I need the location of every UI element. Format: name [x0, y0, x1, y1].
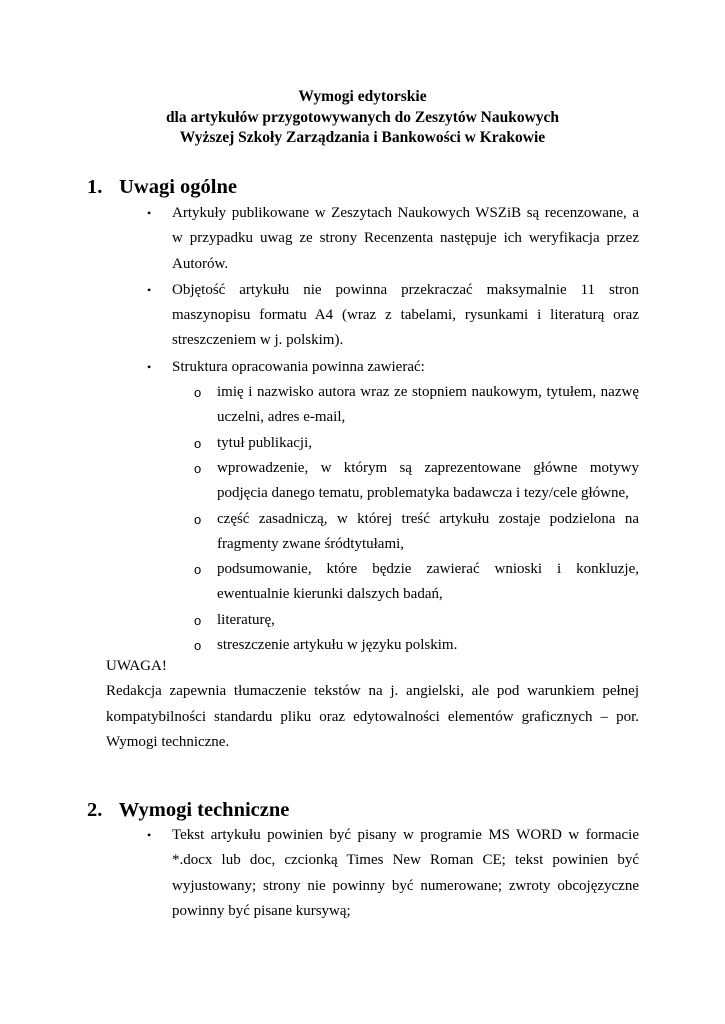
title-line-1: Wymogi edytorskie — [298, 88, 427, 105]
section-2-title: Wymogi techniczne — [118, 799, 290, 821]
note-text: Redakcja zapewnia tłumaczenie tekstów na j. angielski, ale pod warunkiem pełnej kompatybilności standardu pliku oraz edytowalności elementów graficznych – por. Wymogi techniczne. — [106, 683, 639, 750]
sublist-item-text: wprowadzenie, w którym są zaprezentowane główne motywy podjęcia danego tematu, problematyka badawcza i tezy/cele główne, — [217, 459, 639, 502]
section-1-title: Uwagi ogólne — [119, 176, 237, 198]
sublist-item-text: podsumowanie, które będzie zawierać wnioski i konkluzje, ewentualnie kierunki dalszych badań, — [217, 561, 639, 603]
circle-bullet-icon: o — [194, 385, 202, 401]
sublist-item-text: część zasadniczą, w której treść artykułu zostaje podzielona na fragmenty zwane śródtytułami, — [217, 510, 639, 552]
sublist-item — [194, 431, 639, 456]
sublist-item-text: literaturę, — [217, 611, 275, 628]
circle-bullet-icon: o — [194, 511, 202, 527]
section-2-number: 2. — [87, 799, 103, 821]
sublist-item — [194, 507, 639, 558]
section-2-heading — [87, 798, 289, 822]
section-1-list — [147, 201, 639, 658]
list-item — [147, 201, 639, 277]
note-label: UWAGA! — [106, 658, 167, 674]
note-block — [106, 654, 639, 755]
bullet-icon: • — [147, 282, 152, 297]
sublist-item-text: imię i nazwisko autora wraz ze stopniem naukowym, tytułem, nazwę uczelni, adres e-mail, — [217, 384, 639, 426]
list-item — [147, 823, 639, 924]
circle-bullet-icon: o — [194, 612, 202, 628]
list-item-text: Struktura opracowania powinna zawierać: — [172, 358, 425, 375]
title-line-3: Wyższej Szkoły Zarządzania i Bankowości w Krakowie — [179, 129, 546, 146]
bullet-icon: • — [147, 206, 152, 220]
section-1-number: 1. — [87, 176, 103, 198]
list-item — [147, 278, 639, 354]
title-line-2: dla artykułów przygotowywanych do Zeszytów Naukowych — [165, 108, 560, 126]
list-item-text: Tekst artykułu powinien być pisany w programie MS WORD w formacie *.docx lub doc, czcionką Times New Roman CE; tekst powinien być wyjustowany; strony nie powinny być numerowane; zwroty obcojęzyczne powinny być pisane kursywą; — [172, 827, 639, 919]
sublist-item — [194, 456, 639, 507]
circle-bullet-icon: o — [194, 460, 202, 476]
bullet-icon: • — [147, 828, 152, 842]
circle-bullet-icon: o — [194, 638, 202, 654]
section-2-list — [147, 823, 639, 924]
list-item-text: Artykuły publikowane w Zeszytach Naukowych WSZiB są recenzowane, a w przypadku uwag ze strony Recenzenta następuje ich weryfikacja przez Autorów. — [172, 205, 639, 272]
sublist-item — [194, 608, 639, 633]
structure-sublist — [194, 380, 639, 658]
list-item — [147, 355, 639, 659]
sublist-item — [194, 557, 639, 608]
list-item-text: Objętość artykułu nie powinna przekraczać maksymalnie 11 stron maszynopisu formatu A4 (wraz z tabelami, rysunkami i literaturą oraz streszczeniem w j. polskim). — [172, 281, 639, 349]
document-title — [0, 87, 725, 149]
bullet-icon: • — [147, 359, 152, 374]
sublist-item-text: tytuł publikacji, — [217, 434, 312, 451]
sublist-item-text: streszczenie artykułu w języku polskim. — [217, 637, 458, 654]
section-1-heading — [87, 175, 237, 199]
sublist-item — [194, 380, 639, 431]
circle-bullet-icon: o — [194, 435, 202, 451]
circle-bullet-icon: o — [194, 562, 202, 578]
